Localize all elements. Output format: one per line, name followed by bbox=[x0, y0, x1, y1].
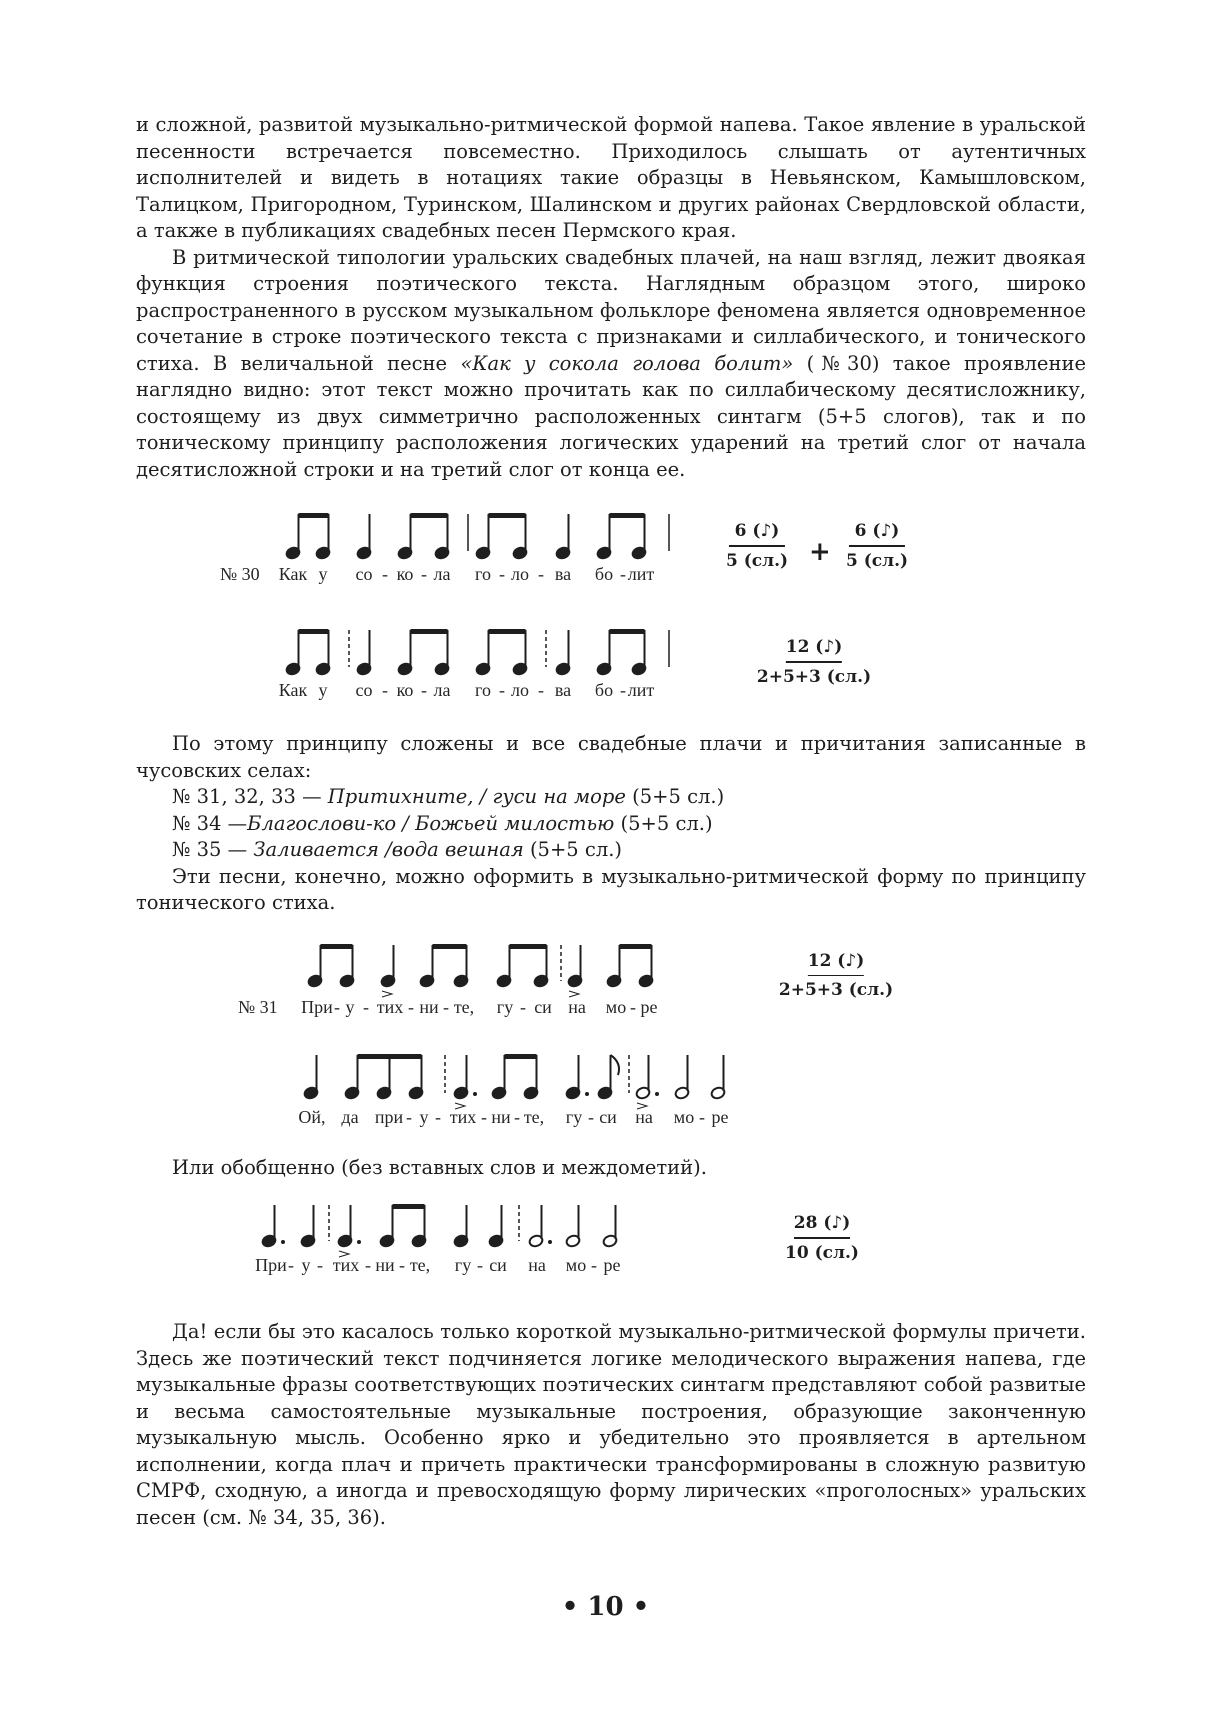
paragraph-5: Или обобщенно (без вставных слов и междометий). bbox=[172, 1155, 707, 1179]
paragraph-2 bbox=[136, 245, 1086, 484]
syllable: у bbox=[318, 680, 328, 700]
syllable: у bbox=[345, 996, 355, 1017]
syllable-hyphen: - bbox=[481, 1106, 487, 1127]
syllable-hyphen: - bbox=[538, 564, 544, 584]
list-item bbox=[136, 837, 1086, 864]
syllable: ре bbox=[711, 1106, 729, 1127]
syllable: ре bbox=[603, 1255, 621, 1275]
syllable: си bbox=[489, 1255, 507, 1275]
syllable-hyphen: - bbox=[382, 680, 388, 700]
syllable: ло bbox=[511, 564, 529, 584]
rhythm-notation-31 bbox=[136, 943, 1086, 1039]
song-title-30: «Как у сокола голова болит» bbox=[460, 351, 794, 375]
plus-sign: + bbox=[809, 537, 831, 567]
syllable: мо bbox=[565, 1255, 587, 1275]
syllable: да bbox=[341, 1106, 359, 1127]
syllable-hyphen: - bbox=[399, 1255, 405, 1275]
syllable-hyphen: - bbox=[406, 1106, 412, 1127]
paragraph-6: Да! если бы это касалось только короткой музыкально-ритмической формулы причети. Здесь же поэтический текст подчиняется логике мелодического выражения напева, где музыкальные фразы соответствующих поэтических синтагм представляют собой развитые и весьма самостоятельные музыкальные построения, образующие законченную музыкальную мысль. Особенно ярко и убедительно это проявляется в артельном исполнении, когда плач и причеть практически трансформированы в сложную развитую СМРФ, сходную, а иногда и превосходящую форму лирических «проголосных» уральских песен (см. № 34, 35, 36). bbox=[136, 1320, 1086, 1529]
syllable-hyphen: - bbox=[520, 996, 526, 1017]
syllable: ва bbox=[554, 564, 572, 584]
fraction-denominator: 2+5+3 (сл.) bbox=[778, 980, 894, 1000]
syllable: гу bbox=[565, 1106, 583, 1127]
syllable: Ой, bbox=[298, 1106, 326, 1127]
list-item-syllables: (5+5 сл.) bbox=[523, 838, 623, 861]
fraction-denominator: 5 (сл.) bbox=[725, 550, 789, 571]
fraction-numerator: 6 (♪) bbox=[734, 521, 780, 541]
syllable: ло bbox=[511, 680, 529, 700]
syllable: тих bbox=[332, 1255, 360, 1275]
syllable: на bbox=[635, 1106, 653, 1127]
syllable-hyphen: - bbox=[382, 564, 388, 584]
list-item bbox=[136, 811, 1086, 838]
syllable: ко bbox=[396, 680, 414, 700]
rhythm-example-31 bbox=[136, 943, 1086, 1039]
syllable: тих bbox=[449, 1106, 477, 1127]
syllable-hyphen: - bbox=[591, 1255, 597, 1275]
syllable-hyphen: - bbox=[699, 1106, 705, 1127]
syllable-hyphen: - bbox=[477, 1255, 483, 1275]
list-item-title: Притихните, / гуси на море bbox=[327, 785, 626, 808]
rhythm-notation-30 bbox=[136, 509, 1086, 617]
syllable: со bbox=[355, 680, 373, 700]
list-item bbox=[136, 784, 1086, 811]
syllable: го bbox=[475, 680, 491, 700]
syllable: гу bbox=[454, 1255, 472, 1275]
syllable-hyphen: - bbox=[435, 1106, 441, 1127]
syllable: ни bbox=[419, 996, 439, 1017]
paragraph-2-text-a: В ритмической типологии уральских свадебных плачей, на наш взгляд, лежит двоякая функция строения поэтического текста. Наглядным образцом этого, широко распространенного в русском музыкальном фольклоре феномена является одновременное сочетание в строке поэтического текста с признаками и силлабического, и тонического стиха. В величальной песне bbox=[136, 245, 1086, 375]
fraction-denominator: 10 (сл.) bbox=[785, 1242, 859, 1263]
list-item-title: Заливается /вода вешная bbox=[253, 838, 524, 861]
syllable: на bbox=[568, 996, 586, 1017]
syllable-hyphen: - bbox=[421, 564, 427, 584]
syllable: ни bbox=[491, 1106, 511, 1127]
fraction-numerator: 12 (♪) bbox=[807, 950, 865, 971]
list-item-number: № 31, 32, 33 — bbox=[172, 785, 328, 808]
syllable: бо bbox=[594, 680, 614, 700]
syllable-hyphen: - bbox=[514, 1106, 520, 1127]
fraction-30-tonic bbox=[757, 637, 871, 687]
syllable: При bbox=[301, 996, 333, 1017]
syllable-hyphen: - bbox=[363, 996, 369, 1017]
syllable: лит bbox=[627, 564, 655, 584]
fraction-numerator: 28 (♪) bbox=[793, 1213, 851, 1233]
example-label-30: № 30 bbox=[220, 564, 260, 584]
syllable: на bbox=[528, 1255, 546, 1275]
syllable-hyphen: - bbox=[620, 680, 626, 700]
syllable: ла bbox=[433, 564, 451, 584]
list-item-number: № 34 — bbox=[172, 811, 248, 835]
syllable: бо bbox=[594, 564, 614, 584]
syllable: ко bbox=[396, 564, 414, 584]
paragraph-4: Эти песни, конечно, можно оформить в музыкально-ритмической форму по принципу тонического стиха. bbox=[136, 864, 1086, 914]
syllable-hyphen: - bbox=[538, 680, 544, 700]
syllable: лит bbox=[627, 680, 655, 700]
fraction-30-b bbox=[846, 521, 908, 571]
syllable: у bbox=[419, 1106, 429, 1127]
page-number: • 10 • bbox=[561, 1592, 650, 1622]
paragraph-3: По этому принципу сложены и все свадебные плачи и причитания записанные в чусовских селах: bbox=[136, 732, 1086, 782]
syllable: при bbox=[374, 1106, 404, 1127]
syllable: ни bbox=[375, 1255, 395, 1275]
syllable-hyphen: - bbox=[620, 564, 626, 584]
syllable-hyphen: - bbox=[630, 996, 636, 1017]
paragraph-1: и сложной, развитой музыкально-ритмической формой напева. Такое явление в уральской песенности встречается повсеместно. Приходилось слышать от аутентичных исполнителей и видеть в нотациях такие образцы в Невьянском, Камышловском, Талицком, Пригородном, Туринском, Шалинском и других районах Свердловской области, а также в публикациях свадебных песен Пермского края. bbox=[136, 113, 1086, 242]
fraction-numerator: 12 (♪) bbox=[785, 637, 843, 657]
rhythm-example-generalized bbox=[136, 1201, 1086, 1313]
fraction-denominator: 5 (сл.) bbox=[845, 550, 909, 571]
fraction-denominator: 2+5+3 (сл.) bbox=[756, 666, 872, 687]
fraction-generalized bbox=[785, 1213, 859, 1263]
syllable-hyphen: - bbox=[443, 996, 449, 1017]
syllable: мо bbox=[605, 996, 627, 1017]
list-item-title: Благослови-ко / Божьей милостью bbox=[247, 811, 615, 835]
syllable: те, bbox=[409, 1255, 431, 1275]
syllable: те, bbox=[453, 996, 475, 1017]
syllable-hyphen: - bbox=[588, 1106, 594, 1127]
rhythm-notation-30-tonic bbox=[136, 625, 1086, 721]
rhythm-example-30 bbox=[136, 509, 1086, 617]
syllable-hyphen: - bbox=[365, 1255, 371, 1275]
page-body bbox=[136, 112, 1086, 1531]
syllable: у bbox=[301, 1255, 311, 1275]
syllable: го bbox=[475, 564, 491, 584]
syllable: со bbox=[355, 564, 373, 584]
syllable: ла bbox=[433, 680, 451, 700]
syllable-hyphen: - bbox=[421, 680, 427, 700]
syllable: При bbox=[255, 1255, 287, 1275]
syllable: Как bbox=[278, 564, 308, 584]
syllable: Как bbox=[278, 680, 308, 700]
syllable: си bbox=[599, 1106, 617, 1127]
example-label-31: № 31 bbox=[238, 996, 278, 1017]
syllable: те, bbox=[523, 1106, 545, 1127]
syllable-hyphen: - bbox=[408, 996, 414, 1017]
rhythm-example-31-full bbox=[136, 1053, 1086, 1135]
fraction-31 bbox=[779, 951, 893, 1001]
syllable: мо bbox=[673, 1106, 695, 1127]
rhythm-example-30-tonic bbox=[136, 625, 1086, 721]
fraction-numerator: 6 (♪) bbox=[854, 521, 900, 541]
syllable: ре bbox=[640, 996, 658, 1017]
syllable: си bbox=[534, 996, 552, 1017]
syllable: тих bbox=[376, 996, 404, 1017]
fraction-30-a bbox=[726, 521, 788, 571]
syllable: гу bbox=[496, 996, 514, 1017]
syllable-hyphen: - bbox=[499, 564, 505, 584]
paragraph-2-text-b: (№30) такое проявление наглядно видно: этот текст можно прочитать как по силлабическому десятисложнику, состоящему из двух симметрично расположенных синтагм (5+5 слогов), так и по тоническому принципу расположения логических ударений на третий слог от начала десятисложной строки и на третий слог от конца ее. bbox=[136, 351, 1087, 481]
syllable: у bbox=[318, 564, 328, 584]
list-item-syllables: (5+5 сл.) bbox=[614, 811, 713, 835]
syllable: ва bbox=[554, 680, 572, 700]
syllable-hyphen: - bbox=[334, 996, 340, 1017]
syllable-hyphen: - bbox=[499, 680, 505, 700]
syllable-hyphen: - bbox=[317, 1255, 323, 1275]
list-item-syllables: (5+5 сл.) bbox=[625, 785, 725, 808]
list-item-number: № 35 — bbox=[172, 838, 254, 861]
syllable-hyphen: - bbox=[288, 1255, 294, 1275]
